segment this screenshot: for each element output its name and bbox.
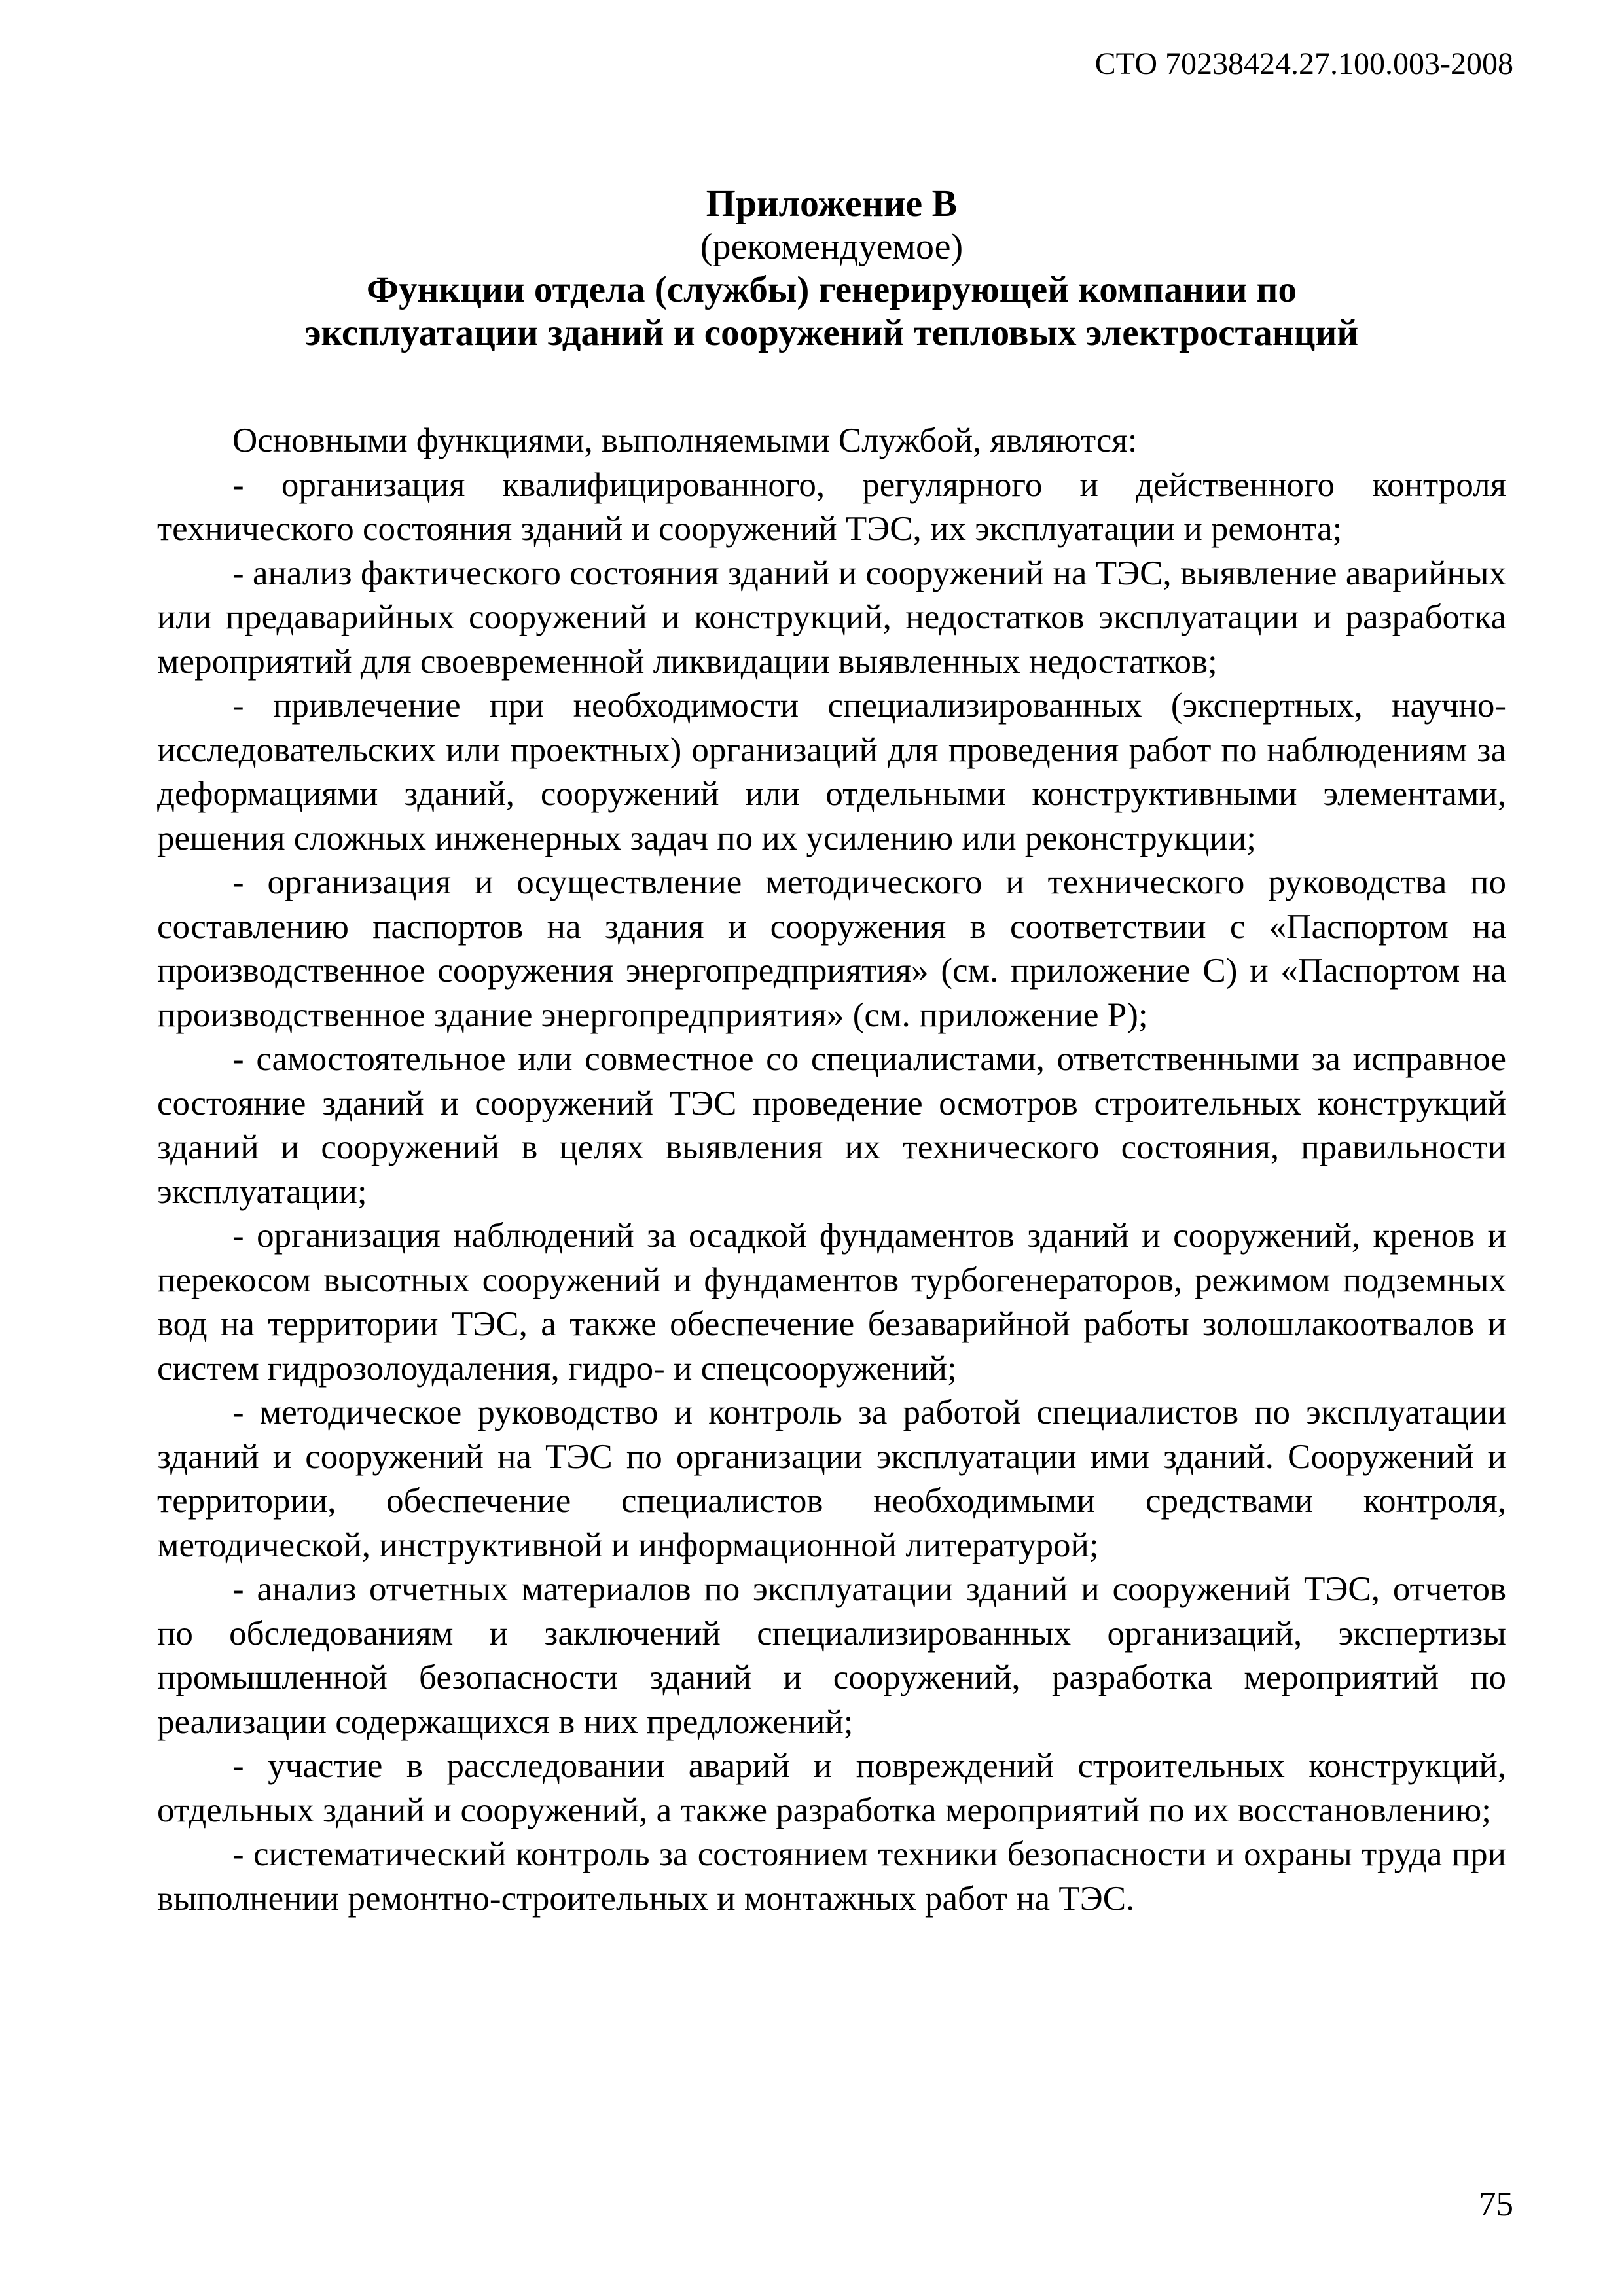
intro-paragraph: Основными функциями, выполняемыми Службой, являются: [232, 422, 1138, 459]
appendix-subject-line-1: Функции отдела (службы) генерирующей компании по [366, 269, 1297, 310]
function-item: - самостоятельное или совместное со специалистами, ответственными за исправное состояние зданий и сооружений ТЭС проведение осмотров строительных конструкций зданий и сооружений в целях выявления их технического состояния, правильности эксплуатации; [157, 1040, 1506, 1211]
body-text [157, 419, 1506, 1921]
appendix-subject-line-2: эксплуатации зданий и сооружений тепловых электростанций [304, 312, 1359, 353]
appendix-title: Приложение В [706, 182, 958, 224]
function-item: - организация квалифицированного, регулярного и действенного контроля технического состояния зданий и сооружений ТЭС, их эксплуатации и ремонта; [157, 465, 1506, 548]
appendix-status: (рекомендуемое) [700, 226, 964, 267]
function-item: - участие в расследовании аварий и повреждений строительных конструкций, отдельных зданий и сооружений, а также разработка мероприятий по их восстановлению; [157, 1747, 1506, 1829]
function-item: - организация наблюдений за осадкой фундаментов зданий и сооружений, кренов и перекосом высотных сооружений и фундаментов турбогенераторов, режимом подземных вод на территории ТЭС, а также обеспечение безаварийной работы золошлакоотвалов и систем гидрозолоудаления, гидро- и спецсооружений; [157, 1217, 1506, 1388]
function-item: - анализ отчетных материалов по эксплуатации зданий и сооружений ТЭС, отчетов по обследованиям и заключений специализированных организаций, экспертизы промышленной безопасности зданий и сооружений, разработка мероприятий по реализации содержащихся в них предложений; [157, 1570, 1506, 1741]
appendix-header [157, 182, 1506, 355]
function-item: - организация и осуществление методического и технического руководства по составлению паспортов на здания и сооружения в соответствии с «Паспортом на производственное сооружения энергопредприятия» (см. приложение С) и «Паспортом на производственное здание энергопредприятия» (см. приложение Р); [157, 863, 1506, 1034]
page-number: 75 [1479, 2185, 1513, 2223]
function-item: - анализ фактического состояния зданий и сооружений на ТЭС, выявление аварийных или предаварийных сооружений и конструкций, недостатков эксплуатации и разработка мероприятий для своевременной ликвидации выявленных недостатков; [157, 554, 1506, 681]
function-item: - систематический контроль за состоянием техники безопасности и охраны труда при выполнении ремонтно-строительных и монтажных работ на ТЭС. [157, 1835, 1506, 1918]
function-item: - методическое руководство и контроль за работой специалистов по эксплуатации зданий и сооружений на ТЭС по организации эксплуатации ими зданий. Сооружений и территории, обеспечение специалистов необходимыми средствами контроля, методической, инструктивной и информационной литературой; [157, 1393, 1506, 1564]
function-item: - привлечение при необходимости специализированных (экспертных, научно-исследовательских или проектных) организаций для проведения работ по наблюдениям за деформациями зданий, сооружений или отдельными конструктивными элементами, решения сложных инженерных задач по их усилению или реконструкции; [157, 687, 1506, 857]
document-code: СТО 70238424.27.100.003-2008 [1094, 46, 1513, 81]
